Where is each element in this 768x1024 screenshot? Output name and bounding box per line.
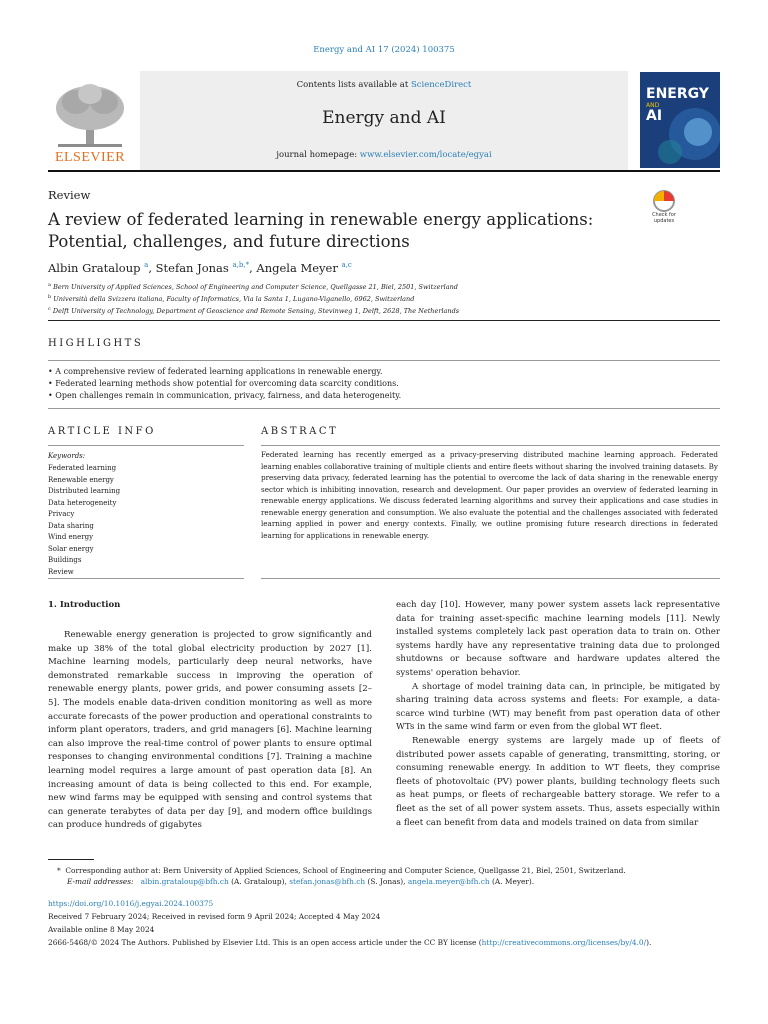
keyword: Distributed learning (48, 487, 121, 495)
journal-homepage-link[interactable]: www.elsevier.com/locate/egyai (359, 150, 492, 160)
email-owner: (S. Jonas), (367, 877, 406, 886)
author-affiliation-mark[interactable]: a,c (341, 261, 352, 270)
keyword: Data sharing (48, 521, 94, 530)
affiliation-text: Delft University of Technology, Department of Geoscience and Remote Sensing, Stevinweg 1, Delft, 2628, The Netherlands (52, 307, 460, 316)
article-info-heading: ARTICLE INFO (48, 426, 156, 437)
license-link[interactable]: http://creativecommons.org/licenses/by/4.0/ (481, 938, 647, 947)
affiliation (48, 282, 458, 291)
license-suffix: ). (646, 938, 652, 947)
affiliation-text: Bern University of Applied Sciences, School of Engineering and Computer Science, Quellgasse 21, Biel, 2501, Switzerland (53, 283, 458, 292)
email-link[interactable]: stefan.jonas@bfh.ch (289, 877, 366, 886)
affiliation-mark: b (48, 294, 52, 300)
email-addresses (67, 877, 534, 886)
keyword: Privacy (48, 510, 75, 518)
keyword: Federated learning (48, 464, 117, 472)
author-name[interactable]: Stefan Jonas (155, 261, 229, 275)
check-updates-icon (648, 190, 680, 212)
sciencedirect-link[interactable]: ScienceDirect (410, 80, 472, 90)
cover-title-and: AND (646, 102, 660, 109)
contents-prefix: Contents lists available at (296, 80, 411, 90)
highlight-item: • Open challenges remain in communication, privacy, fairness, and data heterogeneity. (48, 391, 402, 400)
keywords-label: Keywords: (48, 452, 86, 460)
article-type: Review (48, 188, 91, 202)
check-updates-label: Check for updates (652, 212, 676, 224)
online-date: Available online 8 May 2024 (48, 925, 155, 934)
abstract-text: Federated learning has recently emerged as a privacy-preserving distributed machine learning approach. Federated learning enables collaborative training of multiple clients and entire fleets without sharing the involved training datasets. By preserving data privacy, federated learning has the potential to overcome the lack of data sharing in the renewable energy sector which is inhibiting innovation, research and development. Our paper provides an overview of federated learning in renewable energy applications. We discuss federated learning algorithms and survey their applications and case studies in renewable energy generation and consumption. We also evaluate the potential and the challenges associated with federated learning applied in power and energy contexts. Finally, we outline promising future research directions in federated learning for applications in renewable energy. (261, 450, 718, 540)
journal-homepage-line (140, 150, 628, 160)
author-affiliation-mark[interactable]: a (144, 261, 149, 270)
keyword: Data heterogeneity (48, 498, 117, 507)
affiliation (48, 306, 459, 315)
contents-available-line (140, 80, 628, 90)
author-name[interactable]: Albin Grataloup (48, 261, 141, 275)
cover-title-energy: ENERGY (646, 86, 709, 102)
journal-title: Energy and AI (322, 108, 446, 128)
highlight-item: • Federated learning methods show potential for overcoming data scarcity conditions. (48, 379, 399, 388)
highlights-rule (48, 360, 720, 361)
license-line (48, 938, 651, 947)
keyword: Buildings (48, 556, 82, 564)
homepage-prefix: journal homepage: (276, 150, 360, 160)
affiliation-text: Università della Svizzera italiana, Faculty of Informatics, Via la Santa 1, Lugano-Viganello, 6962, Switzerland (53, 295, 415, 304)
author-affiliation-mark[interactable]: a,b,* (232, 261, 250, 270)
keyword: Renewable energy (48, 475, 114, 484)
author-list: Albin Grataloup $^a$, Stefan Jonas $^{a,b,*}$, Angela Meyer $^{a,c}$ (48, 261, 352, 275)
abstract-rule (261, 445, 720, 446)
email-owner: (A. Meyer). (491, 877, 535, 886)
header-rule (48, 170, 720, 172)
intro-paragraph: A shortage of model training data can, in principle, be mitigated by sharing training data across systems and fleets: For example, a data-scarce wind turbine (WT) may benefit from past operation data of other WTs in the same wind farm or even from the global WT fleet. (396, 681, 720, 733)
abstract-heading: ABSTRACT (261, 426, 339, 437)
doi-link[interactable]: https://doi.org/10.1016/j.egyai.2024.100375 (48, 899, 214, 908)
article-info-rule (48, 445, 244, 446)
tree-icon (48, 80, 132, 150)
highlights-bottom-rule (48, 408, 720, 409)
keyword-list (48, 463, 120, 578)
article-title: A review of federated learning in renewable energy applications: Potential, challenges, and future directions (48, 210, 594, 251)
email-link[interactable]: angela.meyer@bfh.ch (407, 877, 490, 886)
journal-reference-link[interactable]: Energy and AI 17 (2024) 100375 (313, 45, 455, 55)
highlights-heading: HIGHLIGHTS (48, 338, 144, 349)
email-link[interactable]: albin.grataloup@bfh.ch (140, 877, 229, 886)
email-label: E-mail addresses: (67, 877, 134, 886)
license-prefix: 2666-5468/© 2024 The Authors. Published by Elsevier Ltd. This is an open access article under the CC BY license ( (48, 938, 482, 947)
keywords-bottom-rule (48, 578, 244, 579)
affiliation-mark: a (48, 282, 51, 288)
keyword: Wind energy (48, 533, 94, 541)
affiliation-mark: c (48, 306, 51, 312)
footnote-mark: * (57, 866, 61, 875)
author-name[interactable]: Angela Meyer (256, 261, 338, 275)
email-owner: (A. Grataloup), (231, 877, 287, 886)
abstract-bottom-rule (261, 578, 720, 579)
section-heading-introduction: 1. Introduction (48, 600, 121, 610)
elsevier-wordmark: ELSEVIER (54, 150, 126, 165)
cover-title-ai: AI (646, 108, 663, 124)
footnote-rule (48, 859, 94, 860)
corresponding-author-note (57, 866, 626, 875)
intro-paragraph: Renewable energy systems are largely made up of fleets of distributed power assets capable of generating, transmitting, storing, or consuming renewable energy. In addition to WT fleets, they comprise fleets of photovoltaic (PV) power plants, building technology fleets such as heat pumps, or fleets of rechargeable battery storage. We refer to a fleet as the set of all power system assets. Thus, assets especially within a fleet can benefit from data and models trained on data from similar (396, 735, 720, 828)
intro-column-left: Renewable energy generation is projected to grow significantly and make up 38% of the total global electricity production by 2027 [1]. Machine learning models, particularly deep neural networks, have demonstrated remarkable success in improving the operation of renewable energy plants, power grids, and power consuming assets [2–5]. The models enable data-driven condition monitoring as well as more accurate forecasts of the power production and operational constraints to inform plant operators, traders, and grid managers [6]. Machine learning can also improve the real-time control of power plants to ensure optimal responses to changing environmental conditions [7]. Training a machine learning model requires a large amount of past operation data [8]. An increasing amount of data is being collected to this end. For example, new wind farms may be equipped with sensing and control systems that can generate terabytes of data per day [9], and modern office buildings can produce hundreds of gigabytes (48, 630, 372, 831)
keyword: Solar energy (48, 544, 94, 553)
journal-cover-image[interactable] (640, 72, 720, 168)
received-dates: Received 7 February 2024; Received in revised form 9 April 2024; Accepted 4 May 2024 (48, 912, 381, 921)
intro-paragraph: each day [10]. However, many power system assets lack representative data for training asset-specific machine learning models [11]. Newly installed systems completely lack past operation data to train on. Other systems hardly have any representative training data due to prolonged shutdowns or because software and hardware updates altered the systems' operation behavior. (396, 600, 720, 678)
title-block-rule (48, 320, 720, 321)
affiliation (48, 294, 414, 303)
corresponding-author-text: Corresponding author at: Bern University of Applied Sciences, School of Engineering and Computer Science, Quellgasse 21, Biel, 2501, Switzerland. (65, 866, 626, 875)
highlight-item: • A comprehensive review of federated learning applications in renewable energy. (48, 367, 383, 376)
intro-column-right (396, 599, 720, 830)
keyword: Review (48, 567, 74, 576)
